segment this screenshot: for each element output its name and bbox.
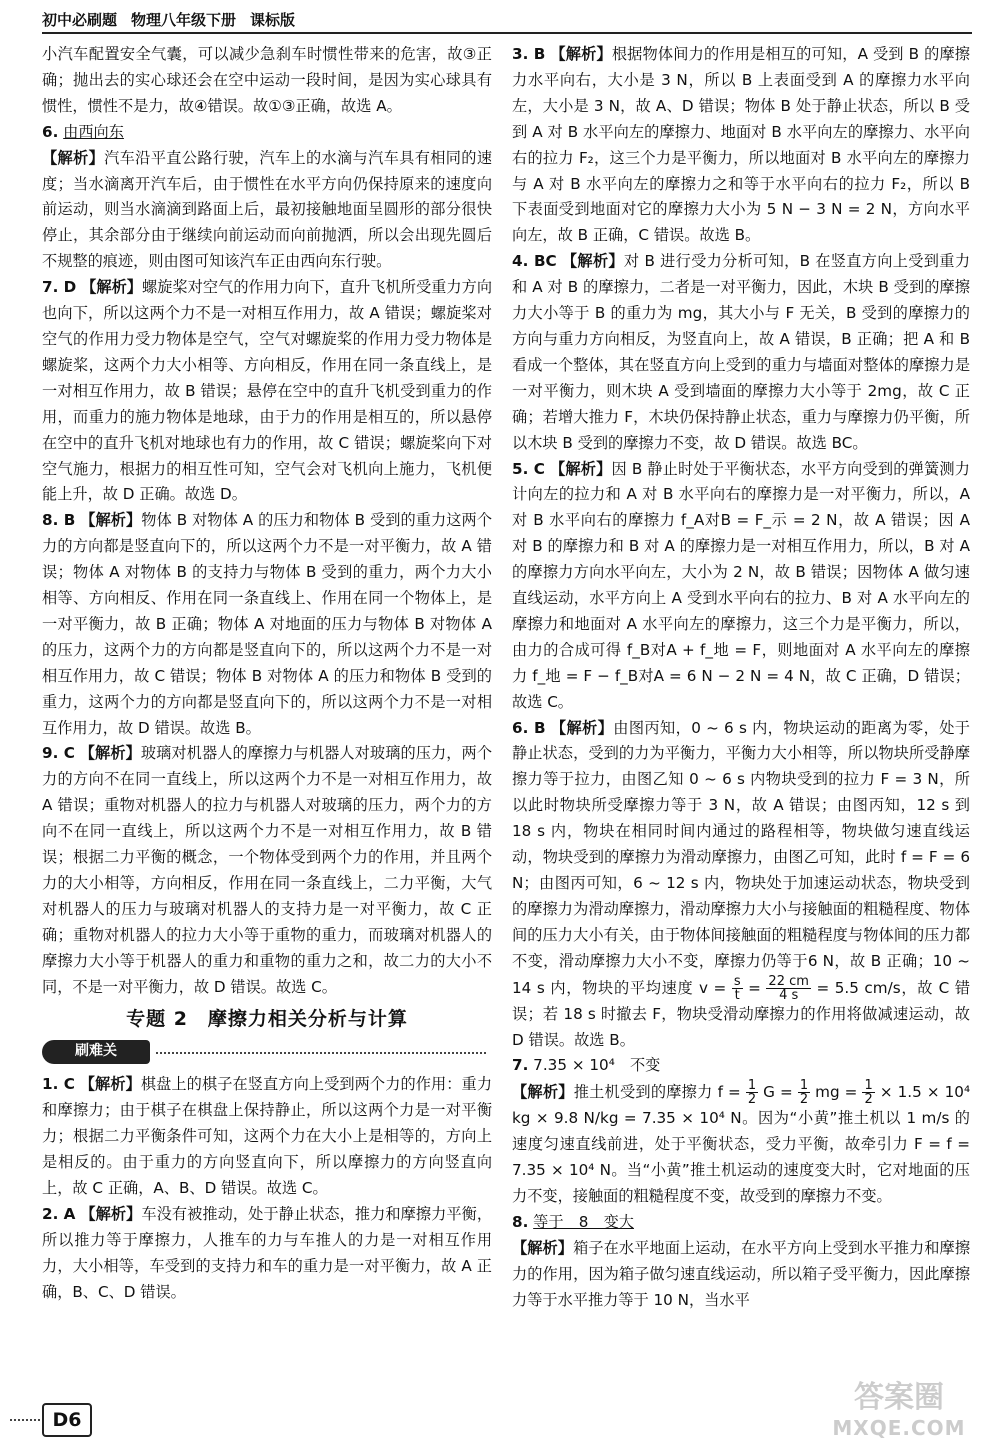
answer: 等于 8 变大 bbox=[533, 1212, 634, 1231]
analysis-text: 物体 B 对物体 A 的压力和物体 B 受到的重力这两个力的方向都是竖直向下的，所以这两个力不是一对平衡力，故 A 错误；物体 A 对物体 B 的支持力与物体 B 受到的重力，两个力大小相等、方向相反、作用在同一条直线上、作用在同一个物体上，是一对平衡力，故 B 正确；物体 A 对地面的压力与物体 B 对物体 A 的压力，这两个力的方向都是竖直向下的，所以这两个力不是一对相互作用力，故 C 错误；物体 B 对物体 A 的压力和物体 B 受到的重力，这两个力的方向都是竖直向下的，所以这两个力不是一对相互作用力，故 D 错误。故选 B。 bbox=[42, 511, 493, 737]
analysis-tag: 【解析】 bbox=[512, 1083, 574, 1102]
book-series: 初中必刷题 bbox=[42, 11, 118, 29]
analysis-text: 由图丙知，0 ~ 6 s 内，物块运动的距离为零，处于静止状态，受到的力为平衡力，平衡力大小相等，所以物块所受静摩擦力等于拉力，由图乙知 0 ~ 6 s 内物块受到的拉力 F = 3 N，所以此时物块所受摩擦力等于 3 N，故 A 错误；由图丙知，12 s 到 18 s 内，物块在相同时间内通过的路程相等，物块做匀速直线运动，物块受到的摩擦力为滑动摩擦力，由图乙可知，此时 f = F = 6 N；由图丙可知，6 ~ 12 s 内，物块处于加速运动状态，物块受到的摩擦力为滑动摩擦力，滑动摩擦力大小与接触面的粗糙程度、物体间的压力大小有关，由于物体间接触面的粗糙程度与物体间的压力都不变，滑动摩擦力大小不变，摩擦力仍等于6 N，故 B 正确；10 ~ 14 s 内，物块的平均速度 v = bbox=[512, 718, 970, 997]
fraction-denominator: 4 s bbox=[779, 987, 799, 1003]
fraction-denominator: t bbox=[734, 987, 740, 1003]
section-question-3 bbox=[512, 42, 970, 249]
fraction-numerator: 1 bbox=[864, 1078, 873, 1094]
half-fraction bbox=[746, 1079, 758, 1106]
answer: 由西向东 bbox=[63, 122, 124, 141]
velocity-fraction bbox=[732, 975, 743, 1002]
fraction-denominator: 2 bbox=[864, 1092, 873, 1108]
analysis-text: 汽车沿平直公路行驶，汽车上的水滴与汽车具有相同的速度；当水滴离开汽车后，由于惯性在水平方向仍保持原来的速度向前运动，则当水滴滴到路面上后，最初接触地面呈圆形的部分很快停止，其余部分由于继续向前运动而向前抛洒，所以会出现先圆后不规整的痕迹，则由图可知该汽车正由西向东行驶。 bbox=[42, 148, 493, 271]
formula-part: mg = bbox=[815, 1083, 858, 1102]
section-question-2 bbox=[42, 1202, 492, 1306]
page-number: D6 bbox=[42, 1403, 92, 1437]
intro-paragraph: 小汽车配置安全气囊，可以减少急刹车时惯性带来的危害，故③正确；抛出去的实心球还会在空中运动一段时间，是因为实心球具有惯性，惯性不是力，故④错误。故①③正确，故选 A。 bbox=[42, 45, 492, 115]
question-number: 6. bbox=[42, 122, 59, 141]
equals-sign: = bbox=[748, 978, 761, 997]
watermark-line1: 答案圈 bbox=[854, 1380, 944, 1415]
fraction-numerator: 1 bbox=[799, 1078, 809, 1094]
question-number: 9. C bbox=[42, 744, 75, 763]
analysis-text: 根据物体间力的作用是相互的可知，A 受到 B 的摩擦力水平向右，大小是 3 N，所以 B 上表面受到 A 的摩擦力水平向左，大小是 3 N，故 A、D 错误；物体 B 处于静止状态，所以 B 受到 A 对 B 水平向左的摩擦力、地面对 B 水平向左的摩擦力、水平向右的拉力 F₂，这三个力是平衡力，所以地面对 B 水平向左的摩擦力与 A 对 B 水平向左的摩擦力之和等于水平向右的拉力 F₂，所以 B 下表面受到地面对它的摩擦力大小为 5 N − 3 N = 2 N，方向水平向左，故 B 正确，C 错误。故选 B。 bbox=[512, 45, 970, 245]
analysis-tag: 【解析】 bbox=[81, 278, 142, 297]
section-question-8 bbox=[512, 1210, 970, 1314]
analysis-tag: 【解析】 bbox=[512, 1238, 574, 1257]
section-question-5 bbox=[512, 457, 970, 716]
analysis-text: 对 B 进行受力分析可知，B 在竖直方向上受到重力和 A 对 B 的摩擦力，二者是一对平衡力，因此，木块 B 受到的摩擦力大小等于 B 的重力为 mg，其大小与 F 无关，B 受到的摩擦力的方向与重力方向相反，为竖直向上，故 A 错误，B 正确；把 A 和 B 看成一个整体，其在竖直方向上受到的重力与墙面对整体的摩擦力是一对平衡力，则木块 A 受到墙面的摩擦力大小等于 2mg，故 C 正确；若增大推力 F，木块仍保持静止状态，重力与摩擦力仍平衡，所以木块 B 受到的摩擦力不变，故 D 错误。故选 BC。 bbox=[512, 252, 971, 452]
difficulty-badge: 刷难关 bbox=[42, 1040, 150, 1064]
fraction-numerator: 1 bbox=[747, 1078, 757, 1094]
question-number: 4. BC bbox=[512, 252, 557, 271]
section-question-6 bbox=[512, 716, 970, 1054]
right-column bbox=[512, 42, 970, 1314]
dotted-divider bbox=[156, 1052, 486, 1054]
value-fraction bbox=[766, 975, 811, 1002]
watermark bbox=[814, 1380, 984, 1445]
question-number: 6. B bbox=[512, 718, 546, 737]
analysis-text: 箱子在水平地面上运动，在水平方向上受到水平推力和摩擦力的作用，因为箱子做匀速直线运动，所以箱子受平衡力，因此摩擦力等于水平推力等于 10 N，当水平 bbox=[512, 1238, 971, 1309]
question-number: 7. D bbox=[42, 278, 77, 297]
analysis-text: 玻璃对机器人的摩擦力与机器人对玻璃的压力，两个力的方向不在同一直线上，所以这两个力不是一对相互作用力，故 A 错误；重物对机器人的拉力与机器人对玻璃的压力，两个力的方向不在同一直线上，所以这两个力不是一对相互作用力，故 B 错误；根据二力平衡的概念，一个物体受到两个力的作用，并且两个力的大小相等，方向相反，作用在同一条直线上，二力平衡，大气对机器人的压力与玻璃对机器人的支持力是一对平衡力，故 C 正确；重物对机器人的拉力大小等于重物的重力，而玻璃对机器人的摩擦力大小等于机器人的重力和重物的重力之和，故二力的大小不同，不是一对平衡力，故 D 错误。故选 C。 bbox=[42, 744, 493, 996]
analysis-tag: 【解析】 bbox=[80, 1204, 142, 1223]
analysis-text-continued: × 1.5 × 10⁴ kg × 9.8 N/kg = 7.35 × 10⁴ N。因为“小黄”推土机以 1 m/s 的速度匀速直线前进，处于平衡状态，受力平衡，故牵引力 F = f = 7.35 × 10⁴ N。当“小黄”推土机运动的速度变大时，它对地面的压力不变，接触面的粗糙程度不变，故受到的摩擦力不变。 bbox=[512, 1083, 971, 1206]
analysis-tag: 【解析】 bbox=[550, 718, 614, 737]
analysis-tag: 【解析】 bbox=[79, 1075, 141, 1094]
analysis-text: 螺旋桨对空气的作用力向下，直升飞机所受重力方向也向下，所以这两个力不是一对相互作用力，故 A 错误；螺旋桨对空气的作用力受力物体是空气，空气对螺旋桨的作用力受力物体是螺旋桨，这两个力大小相等、方向相反，作用在同一条直线上，是一对相互作用力，故 B 错误；悬停在空中的直升飞机受到重力的作用，而重力的施力物体是地球，由于力的作用是相互的，所以悬停在空中的直升飞机对地球也有力的作用，故 C 错误；螺旋桨向下对空气施力，根据力的相互性可知，空气会对飞机向上施力，飞机便能上升，故 D 正确。故选 D。 bbox=[42, 278, 492, 504]
half-fraction bbox=[862, 1079, 874, 1106]
question-number: 5. C bbox=[512, 459, 545, 478]
formula-part: G = bbox=[763, 1083, 793, 1102]
book-edition: 课标版 bbox=[250, 11, 296, 29]
analysis-text: 棋盘上的棋子在竖直方向上受到两个力的作用：重力和摩擦力；由于棋子在棋盘上保持静止，所以这两个力是一对平衡力；根据二力平衡条件可知，这两个力在大小上是相等的，方向上是相反的。由于重力的方向竖直向下，所以摩擦力的方向竖直向上，故 C 正确，A、B、D 错误。故选 C。 bbox=[42, 1075, 493, 1198]
analysis-tag: 【解析】 bbox=[550, 45, 612, 63]
section-question-4 bbox=[512, 249, 970, 456]
analysis-tag: 【解析】 bbox=[80, 511, 142, 530]
analysis-tag: 【解析】 bbox=[42, 148, 105, 167]
half-fraction bbox=[798, 1079, 810, 1106]
fraction-numerator: s bbox=[733, 973, 741, 989]
left-column bbox=[42, 42, 492, 1306]
question-number: 7. bbox=[512, 1056, 529, 1075]
page-dots-decoration bbox=[10, 1419, 40, 1421]
question-6 bbox=[42, 120, 492, 275]
badge-row bbox=[42, 1038, 492, 1068]
watermark-line2: MXQE.COM bbox=[832, 1416, 966, 1440]
answer: 7.35 × 10⁴ 不变 bbox=[533, 1056, 661, 1075]
section-title: 专题 2 摩擦力相关分析与计算 bbox=[126, 1007, 408, 1030]
fraction-numerator: 22 cm bbox=[768, 973, 809, 989]
question-number: 3. B bbox=[512, 45, 546, 63]
analysis-text-continued: = 5.5 cm/s，故 C 错误；若 18 s 时撤去 F，物块受滑动摩擦力的作用将做减速运动，故 D 错误。故选 B。 bbox=[512, 978, 971, 1049]
analysis-tag: 【解析】 bbox=[561, 252, 624, 271]
page-header bbox=[42, 8, 972, 34]
analysis-tag: 【解析】 bbox=[79, 744, 141, 763]
fraction-denominator: 2 bbox=[799, 1092, 809, 1108]
question-8 bbox=[42, 508, 492, 741]
question-number: 1. C bbox=[42, 1075, 75, 1094]
question-number: 2. A bbox=[42, 1204, 76, 1223]
question-7 bbox=[42, 275, 492, 508]
book-subject: 物理八年级下册 bbox=[131, 11, 237, 29]
section-question-7 bbox=[512, 1053, 970, 1210]
question-number: 8. bbox=[512, 1212, 529, 1231]
analysis-tag: 【解析】 bbox=[549, 459, 612, 478]
fraction-denominator: 2 bbox=[747, 1092, 757, 1108]
analysis-text: 因 B 静止时处于平衡状态，水平方向受到的弹簧测力计向左的拉力和 A 对 B 水平向右的摩擦力是一对平衡力，所以，A 对 B 水平向右的摩擦力 f_A对B = F_示 = 2 N，故 A 错误；因 A 对 B 的摩擦力和 B 对 A 的摩擦力是一对相互作用力，所以，B 对 A 的摩擦力方向水平向左，大小为 2 N，故 B 错误；因物体 A 做匀速直线运动，水平方向上 A 受到水平向右的拉力、B 对 A 水平向左的摩擦力和地面对 A 水平向左的摩擦力，这三个力是平衡力，所以，由力的合成可得 f_B对A + f_地 = F，则地面对 A 水平向左的摩擦力 f_地 = F − f_B对A = 6 N − 2 N = 4 N，故 C 正确，D 错误；故选 C。 bbox=[512, 459, 970, 711]
analysis-text: 推土机受到的摩擦力 f = bbox=[573, 1083, 741, 1102]
analysis-text: 车没有被推动，处于静止状态，推力和摩擦力平衡，所以推力等于摩擦力，人推车的力与车推人的力是一对相互作用力，大小相等，车受到的支持力和车的重力是一对平衡力，故 A 正确，B、C、D 错误。 bbox=[42, 1204, 493, 1301]
section-question-1 bbox=[42, 1072, 492, 1202]
question-9 bbox=[42, 741, 492, 1000]
question-number: 8. B bbox=[42, 511, 76, 530]
